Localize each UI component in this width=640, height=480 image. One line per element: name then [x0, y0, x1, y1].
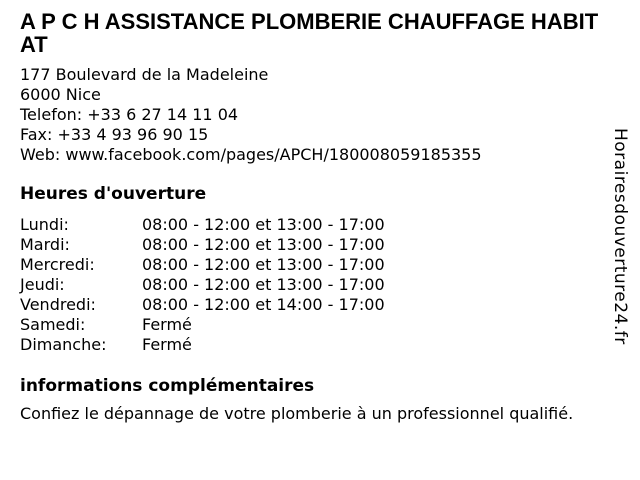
- hours-value: 08:00 - 12:00 et 13:00 - 17:00: [142, 275, 385, 294]
- web-row: [20, 145, 620, 165]
- opening-hours-row-saturday: [20, 315, 620, 335]
- hours-value: 08:00 - 12:00 et 13:00 - 17:00: [142, 255, 385, 274]
- hours-value: 08:00 - 12:00 et 14:00 - 17:00: [142, 295, 385, 314]
- address-line-1: 177 Boulevard de la Madeleine: [20, 65, 269, 84]
- fax-number: +33 4 93 96 90 15: [57, 125, 209, 144]
- hours-value: Fermé: [142, 315, 192, 334]
- opening-hours-row-sunday: [20, 335, 620, 355]
- day-label: Jeudi:: [20, 275, 65, 294]
- additional-info-text: Confiez le dépannage de votre plomberie à un professionnel qualifié.: [20, 404, 574, 423]
- additional-info-heading: informations complémentaires: [20, 376, 315, 396]
- contact-block: [20, 65, 620, 165]
- day-label: Vendredi:: [20, 295, 96, 314]
- fax-label: Fax:: [20, 125, 58, 144]
- opening-hours-row-thursday: [20, 275, 620, 295]
- opening-hours-row-friday: [20, 295, 620, 315]
- opening-hours-row-tuesday: [20, 235, 620, 255]
- opening-hours-table: [20, 215, 620, 355]
- hours-value: 08:00 - 12:00 et 13:00 - 17:00: [142, 215, 385, 234]
- day-label: Dimanche:: [20, 335, 107, 354]
- day-label: Samedi:: [20, 315, 86, 334]
- day-label: Mardi:: [20, 235, 70, 254]
- address-line-2: 6000 Nice: [20, 85, 101, 104]
- hours-value: 08:00 - 12:00 et 13:00 - 17:00: [142, 235, 385, 254]
- main-content: [20, 10, 620, 424]
- phone-row: [20, 105, 620, 125]
- hours-value: Fermé: [142, 335, 192, 354]
- day-label: Mercredi:: [20, 255, 95, 274]
- phone-label: Telefon:: [20, 105, 88, 124]
- opening-hours-heading: Heures d'ouverture: [20, 184, 207, 204]
- business-title: A P C H ASSISTANCE PLOMBERIE CHAUFFAGE HABITAT: [20, 9, 599, 57]
- website-link[interactable]: www.facebook.com/pages/APCH/180008059185355: [65, 145, 482, 164]
- web-label: Web:: [20, 145, 66, 164]
- fax-row: [20, 125, 620, 145]
- day-label: Lundi:: [20, 215, 69, 234]
- opening-hours-row-wednesday: [20, 255, 620, 275]
- opening-hours-row-monday: [20, 215, 620, 235]
- site-watermark: Horairesdouverture24.fr: [610, 128, 630, 345]
- phone-number: +33 6 27 14 11 04: [87, 105, 239, 124]
